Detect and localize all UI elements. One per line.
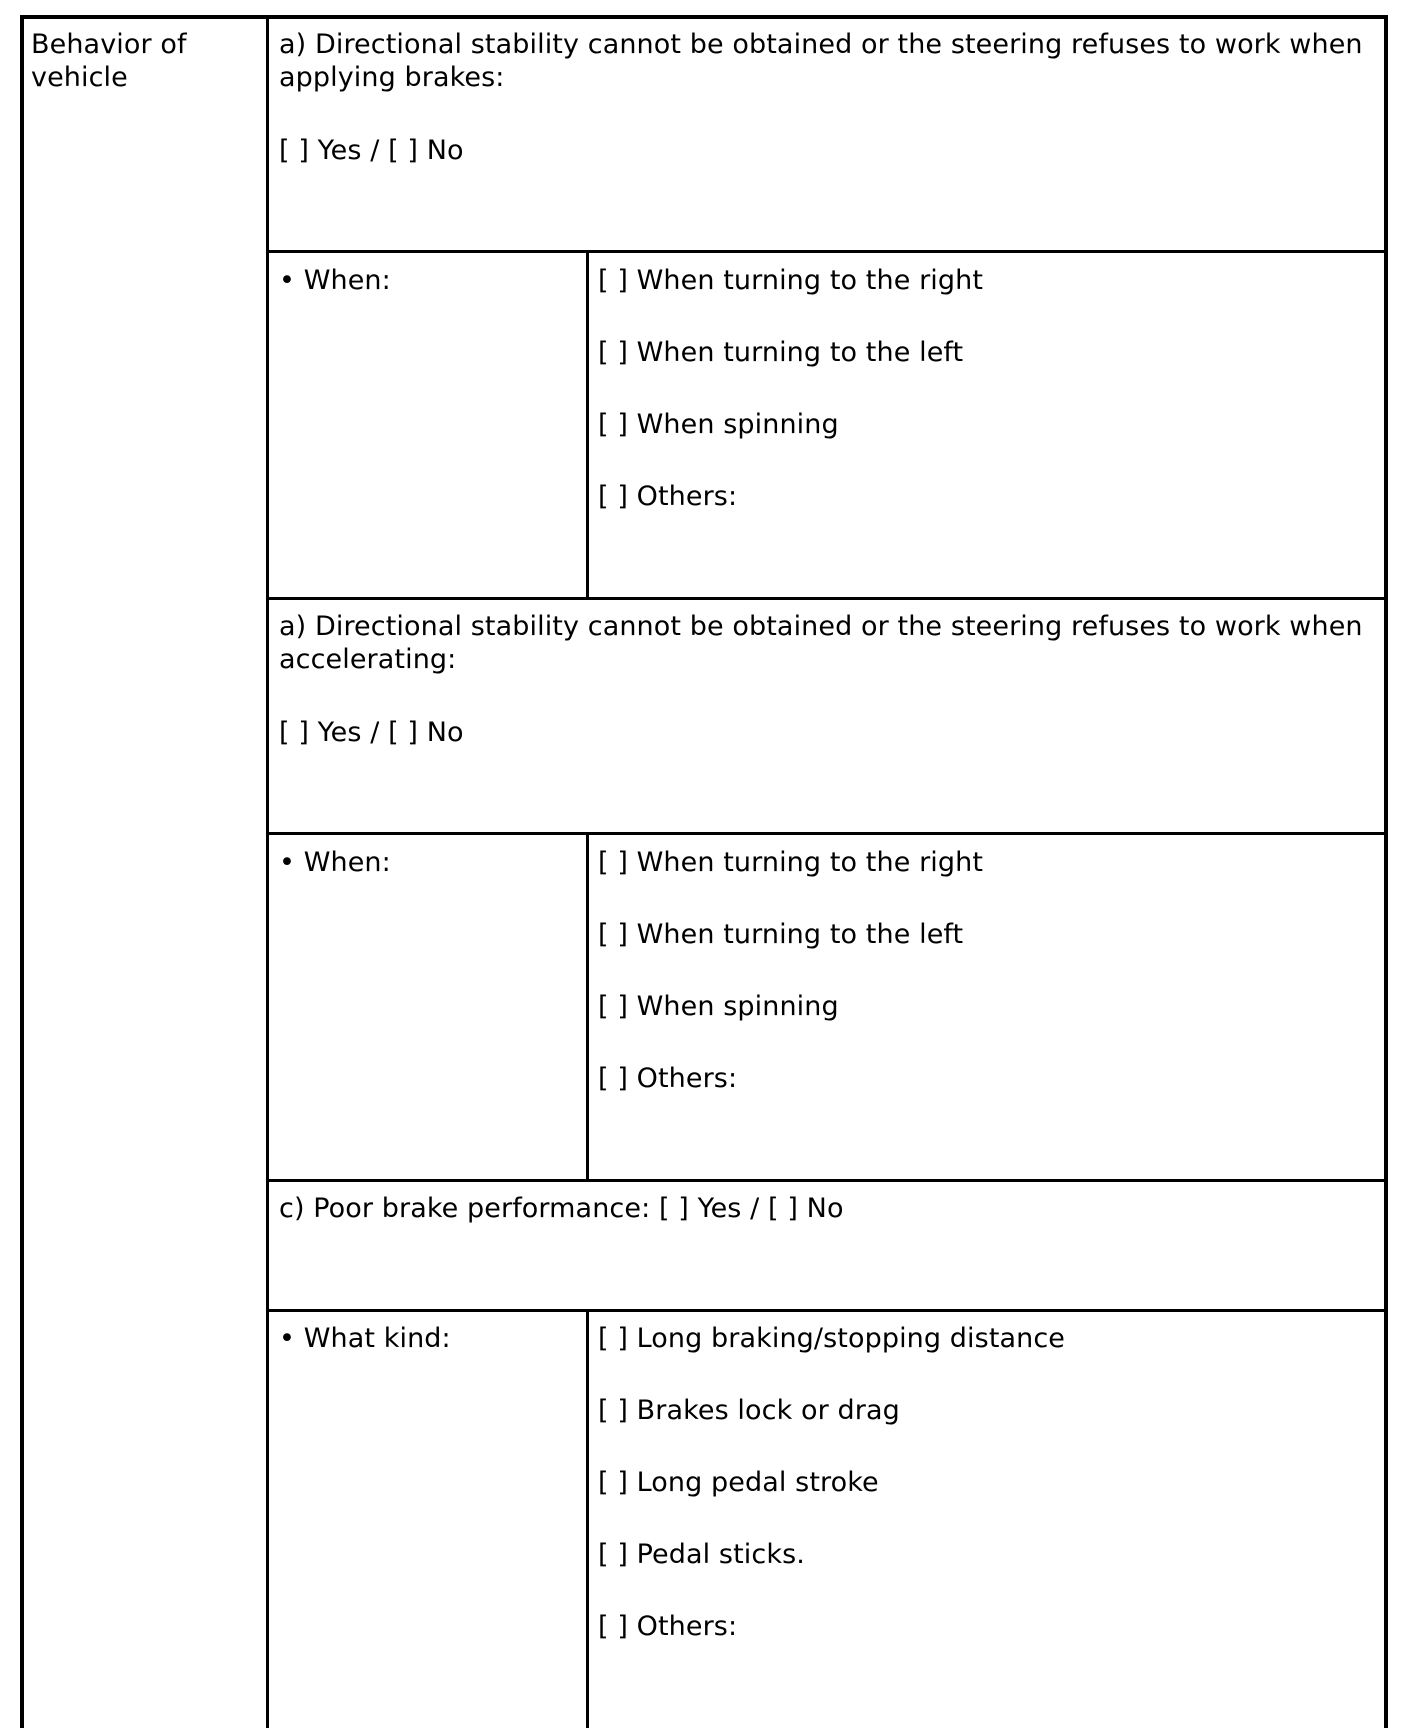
braking-option-turning-right: [ ] When turning to the right (598, 265, 984, 296)
row-divider-2 (266, 597, 1388, 600)
label-column-divider (266, 15, 269, 1728)
row-divider-1 (266, 250, 1388, 253)
row-divider-5 (266, 1309, 1388, 1312)
brake-performance-question: c) Poor brake performance: [ ] Yes / [ ] No (279, 1193, 844, 1224)
braking-option-turning-left: [ ] When turning to the left (598, 337, 964, 368)
braking-stability-answer: [ ] Yes / [ ] No (279, 135, 464, 166)
accelerating-option-turning-right: [ ] When turning to the right (598, 847, 984, 878)
accelerating-when-label: • When: (279, 847, 391, 878)
table-border-top (20, 15, 1388, 19)
brake-option-long-pedal-stroke: [ ] Long pedal stroke (598, 1467, 879, 1498)
braking-option-others: [ ] Others: (598, 481, 738, 512)
brake-option-lock-or-drag: [ ] Brakes lock or drag (598, 1395, 900, 1426)
brake-kind-label: • What kind: (279, 1323, 451, 1354)
row-label-behavior-of-vehicle: Behavior of vehicle (31, 29, 187, 93)
table-border-left (20, 15, 24, 1728)
row-divider-4 (266, 1179, 1388, 1182)
braking-when-label: • When: (279, 265, 391, 296)
accelerating-option-turning-left: [ ] When turning to the left (598, 919, 964, 950)
braking-stability-question: a) Directional stability cannot be obtained or the steering refuses to work when applying brakes: (279, 29, 1363, 93)
brake-option-pedal-sticks: [ ] Pedal sticks. (598, 1539, 805, 1570)
accelerating-option-others: [ ] Others: (598, 1063, 738, 1094)
table-border-right (1384, 15, 1388, 1728)
row-divider-3 (266, 832, 1388, 835)
accelerating-stability-answer: [ ] Yes / [ ] No (279, 717, 464, 748)
brake-option-long-stopping-distance: [ ] Long braking/stopping distance (598, 1323, 1066, 1354)
subcolumn-divider-3 (586, 1309, 589, 1728)
accelerating-stability-question: a) Directional stability cannot be obtained or the steering refuses to work when accelerating: (279, 611, 1363, 675)
accelerating-option-spinning: [ ] When spinning (598, 991, 839, 1022)
subcolumn-divider-1 (586, 250, 589, 600)
subcolumn-divider-2 (586, 832, 589, 1182)
braking-option-spinning: [ ] When spinning (598, 409, 839, 440)
brake-option-others: [ ] Others: (598, 1611, 738, 1642)
